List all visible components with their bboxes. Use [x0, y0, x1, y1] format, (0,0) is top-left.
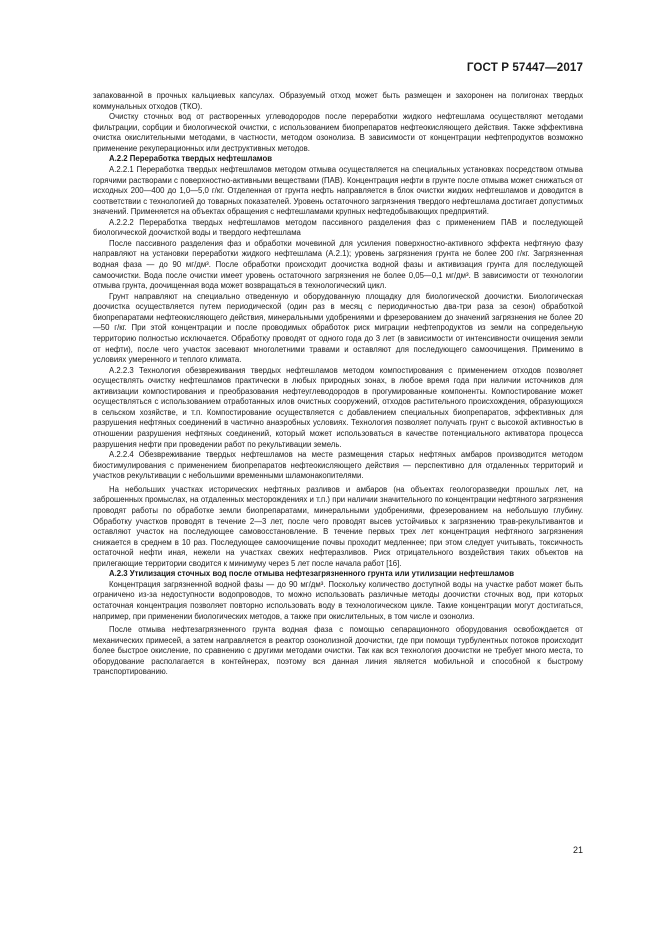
paragraph: Концентрация загрязненной водной фазы — до 90 мг/дм³. Поскольку количество доступной воды на участке работ может быть ограничено из-за недоступности водопроводов, то можно использовать различные методы доочистки сточных вод, при которых остаточная концентрация позволяет повторно использовать воду в технологическом цикле. Такие концентрации могут достигаться, например, при применении биологических методов, а также при окислительных, в том числе и озонолиз.: [93, 579, 583, 621]
body-text: [93, 91, 583, 678]
paragraph: После пассивного разделения фаз и обработки мочевиной для усиления поверхностно-активного эффекта нефтяную фазу направляют на установки переработки жидкого нефтешлама (А.2.1); уровень загрязнения грунта не более 200 г/кг. Загрязненная водная фаза — до 90 мг/дм³. После обработки происходит доочистка водной фазы и активизация грунта для последующей самоочистки. Вода после очистки имеет уровень остаточного загрязнения не более 0,05—0,1 мг/дм³. В зависимости от технологии отмыва грунта, доочищенная вода может возвращаться в технологический цикл.: [93, 238, 583, 291]
paragraph: На небольших участках исторических нефтяных разливов и амбаров (на объектах геологоразведки прошлых лет, на заброшенных промыслах, на отдаленных месторождениях и т.п.) при наличии значительного по концентрации нефтяного загрязнения проводят работы по обработке земли биопрепаратами, минеральными удобрениями, фрезерованием на небольшую глубину. Обработку участков проводят в течение 2—3 лет, после чего проводят высев устойчивых к загрязнению трав-рекультивантов и оставляют участок на последующее самовосстановление. В течение первых трех лет концентрация нефтяного загрязнения снижается в среднем в 10 раз. Последующее самоочищение почвы проходит медленнее; при этом следует учитывать, токсичность остаточной нефти иная, нежели на участках свежих нефтеразливов. Риск отрицательного воздействия таких объектов на прилегающие территории сводится к минимуму через 5 лет после начала работ [16].: [93, 484, 583, 568]
paragraph: А.2.2.4 Обезвреживание твердых нефтешламов на месте размещения старых нефтяных амбаров производится методом биостимулирования с применением биопрепаратов нефтеокисляющего действия — перспективно для отдаленных территорий и участков рекультивации с небольшими временными шламонакопителями.: [93, 450, 583, 481]
page-number: 21: [572, 845, 583, 855]
subsection-heading: А.2.2.2 Переработка твердых нефтешламов методом пассивного разделения фаз с применением ПАВ и последующей биологической доочисткой воды и твердого нефтешлама: [93, 217, 583, 238]
paragraph: Очистку сточных вод от растворенных углеводородов после переработки жидкого нефтешлама осуществляют методами фильтрации, сорбции и биологической очистки, с использованием биопрепаратов нефтеокисляющего действия. Также эффективна очистка окислительными методами, в частности, методом озонолиза. В зависимости от концентрации нефтепродуктов возможно применение рекуперационных или деструктивных методов.: [93, 112, 583, 153]
document-code-header: ГОСТ Р 57447—2017: [466, 61, 583, 74]
paragraph: А.2.2.3 Технология обезвреживания твердых нефтешламов методом компостирования с применением отходов позволяет осуществлять очистку нефтешламов практически в любых природных зонах, в любое время года при наличии источников для активизации компостирования и преобразования нефтеуглеводородов в прогумированные компоненты. Компостирование может осуществляться с использованием отработанных илов очистных сооружений, отходов растительного происхождения, образующихся в сельском хозяйстве, и т.п. Компостирование осуществляется с добавлением специальных биопрепаратов, эффективных для разрушения нефтяных соединений в частично анаэробных условиях. Технология позволяет получать грунт с высокой активностью в отношении разрушения нефтяных соединений, который может использоваться в качестве потенциального активатора процесса разрушения нефти при проведении работ по рекультивации земель.: [93, 365, 583, 449]
section-heading: А.2.2 Переработка твердых нефтешламов: [109, 154, 272, 164]
paragraph: запакованной в прочных кальциевых капсулах. Образуемый отход может быть размещен и захоронен на полигонах твердых коммунальных отходов (ТКО).: [93, 91, 583, 111]
section-heading: А.2.3 Утилизация сточных вод после отмыва нефтезагрязненного грунта или утилизации нефтешламов: [109, 569, 514, 579]
paragraph: После отмыва нефтезагрязненного грунта водная фаза с помощью сепарационного оборудования освобождается от механических примесей, а затем направляется в реактор озонолизной доочистки, где при помощи турбулентных потоков происходит более быстрое окисление, по сравнению с другими методами очистки. Так как вся технология доочистки не требует много места, то оборудование располагается в контейнерах, поэтому вся данная линия является мобильной и способной к быстрому транспортированию.: [93, 625, 583, 677]
paragraph: А.2.2.1 Переработка твердых нефтешламов методом отмыва осуществляется на специальных установках посредством отмыва горячими растворами с поверхностно-активными веществами (ПАВ). Концентрация нефти в грунте после отмыва может снижаться от исходных 200—400 до 1,0—5,0 г/кг. Отделенная от грунта нефть направляется в блок очистки жидких нефтешламов и доводится в соответствии с технологией до товарных показателей. Уровень остаточного загрязнения твердого нефтешлама достигает допустимых значений. Применяется на объектах обращения с нефтешламами крупных нефтедобывающих предприятий.: [93, 164, 583, 217]
paragraph: Грунт направляют на специально отведенную и оборудованную площадку для биологической доочистки. Биологическая доочистка осуществляется путем периодической (один раз в месяц с периодичностью два-три раза за сезон) обработкой биопрепаратами нефтеокисляющего действия, минеральными удобрениями и фрезерованием до значений загрязнения не более 20—50 г/кг. При этой концентрации и после проводимых обработок риск миграции нефтепродуктов из земли на сопредельную территорию полностью исключается. Обработку проводят от одного года до 3 лет (в зависимости от интенсивности очищения земли от нефти), после чего участок засевают многолетними травами и оставляют для последующего самоочищения. Применимо в условиях умеренного и теплого климата.: [93, 291, 583, 365]
